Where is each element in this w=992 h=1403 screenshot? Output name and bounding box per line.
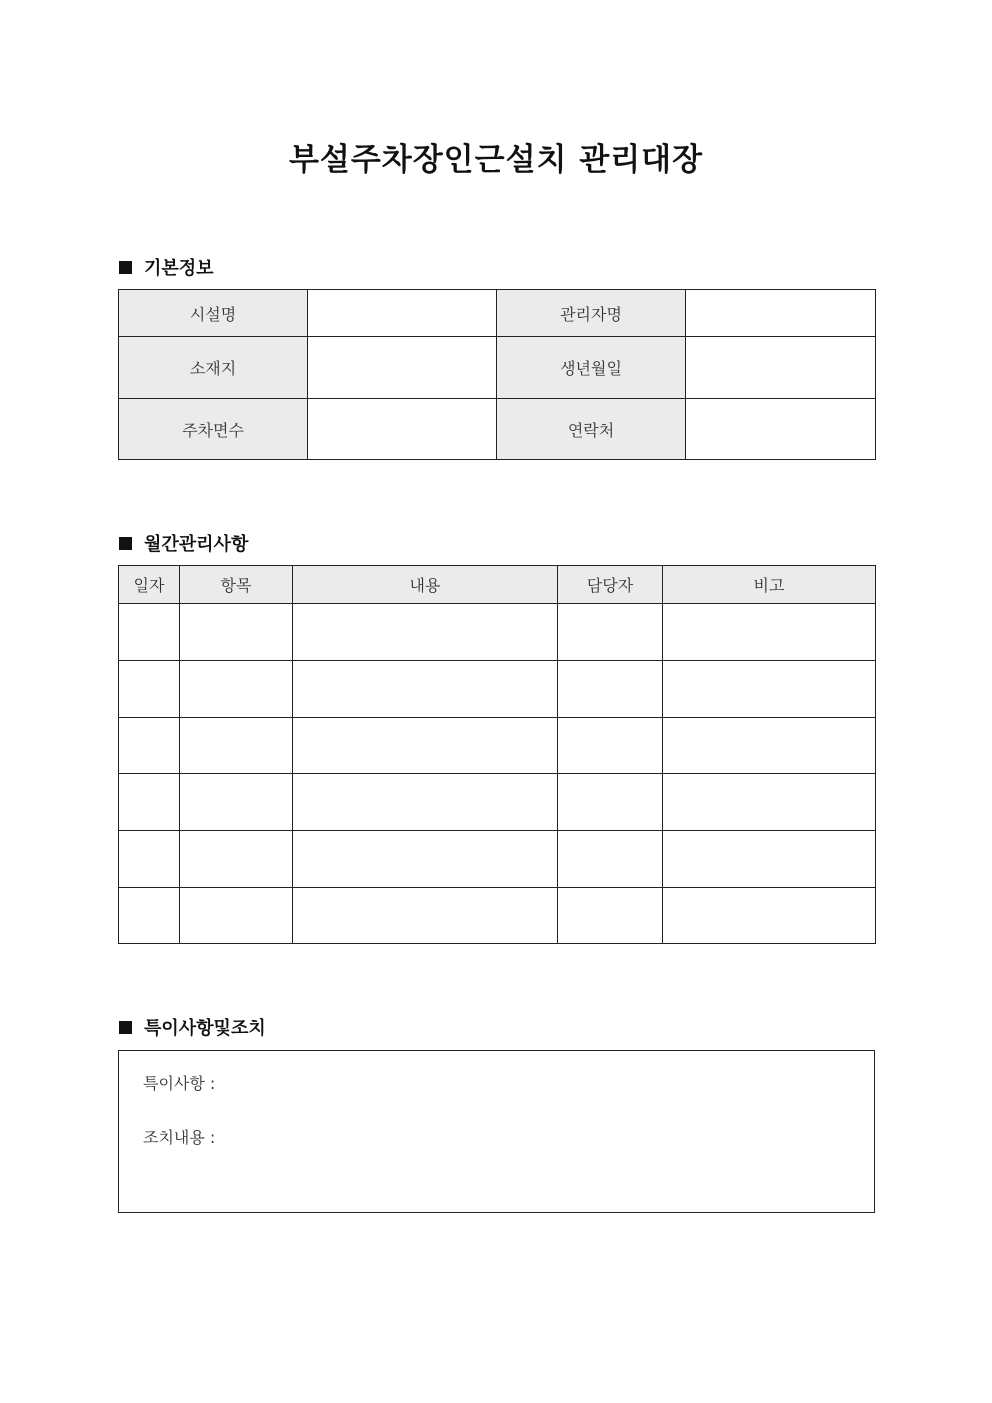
table-row <box>119 831 876 888</box>
cell-person[interactable] <box>558 718 663 774</box>
cell-date[interactable] <box>119 774 180 831</box>
cell-person[interactable] <box>558 661 663 718</box>
column-header-person: 담당자 <box>558 566 663 604</box>
cell-date[interactable] <box>119 604 180 661</box>
label-location: 소재지 <box>119 337 308 399</box>
field-contact[interactable] <box>686 399 876 460</box>
cell-remarks[interactable] <box>663 831 876 888</box>
section-heading-monthly <box>119 530 248 556</box>
cell-item[interactable] <box>180 604 293 661</box>
field-manager-name[interactable] <box>686 290 876 337</box>
cell-content[interactable] <box>293 661 558 718</box>
special-notes-label: 특이사항 : <box>143 1074 216 1093</box>
cell-content[interactable] <box>293 831 558 888</box>
table-row <box>119 604 876 661</box>
section-heading-basic-info <box>119 254 214 280</box>
cell-remarks[interactable] <box>663 604 876 661</box>
cell-item[interactable] <box>180 888 293 944</box>
cell-person[interactable] <box>558 888 663 944</box>
label-facility-name: 시설명 <box>119 290 308 337</box>
square-bullet-icon <box>119 537 132 550</box>
cell-person[interactable] <box>558 774 663 831</box>
cell-person[interactable] <box>558 831 663 888</box>
basic-info-table <box>118 289 876 460</box>
field-parking-spaces[interactable] <box>308 399 497 460</box>
table-row <box>119 399 876 460</box>
cell-person[interactable] <box>558 604 663 661</box>
notes-box[interactable] <box>118 1050 875 1213</box>
cell-remarks[interactable] <box>663 718 876 774</box>
cell-content[interactable] <box>293 718 558 774</box>
cell-item[interactable] <box>180 661 293 718</box>
table-row <box>119 290 876 337</box>
cell-date[interactable] <box>119 718 180 774</box>
section-heading-notes <box>119 1014 266 1040</box>
cell-content[interactable] <box>293 888 558 944</box>
column-header-item: 항목 <box>180 566 293 604</box>
section-heading-label: 월간관리사항 <box>144 534 249 555</box>
field-birth-date[interactable] <box>686 337 876 399</box>
monthly-table <box>118 565 876 944</box>
cell-content[interactable] <box>293 774 558 831</box>
cell-item[interactable] <box>180 718 293 774</box>
table-row <box>119 661 876 718</box>
cell-date[interactable] <box>119 661 180 718</box>
cell-item[interactable] <box>180 774 293 831</box>
table-row <box>119 888 876 944</box>
column-header-remarks: 비고 <box>663 566 876 604</box>
table-row <box>119 718 876 774</box>
cell-date[interactable] <box>119 831 180 888</box>
cell-item[interactable] <box>180 831 293 888</box>
column-header-date: 일자 <box>119 566 180 604</box>
label-contact: 연락처 <box>497 399 686 460</box>
field-location[interactable] <box>308 337 497 399</box>
square-bullet-icon <box>119 261 132 274</box>
square-bullet-icon <box>119 1021 132 1034</box>
table-row <box>119 774 876 831</box>
document-title: 부설주차장인근설치 관리대장 <box>288 142 704 178</box>
column-header-content: 내용 <box>293 566 558 604</box>
cell-remarks[interactable] <box>663 888 876 944</box>
table-header-row <box>119 566 876 604</box>
action-content-label: 조치내용 : <box>143 1128 216 1147</box>
label-manager-name: 관리자명 <box>497 290 686 337</box>
cell-content[interactable] <box>293 604 558 661</box>
cell-date[interactable] <box>119 888 180 944</box>
field-facility-name[interactable] <box>308 290 497 337</box>
cell-remarks[interactable] <box>663 661 876 718</box>
label-birth-date: 생년월일 <box>497 337 686 399</box>
section-heading-label: 특이사항및조치 <box>144 1018 266 1039</box>
cell-remarks[interactable] <box>663 774 876 831</box>
section-heading-label: 기본정보 <box>144 258 214 279</box>
table-row <box>119 337 876 399</box>
label-parking-spaces: 주차면수 <box>119 399 308 460</box>
